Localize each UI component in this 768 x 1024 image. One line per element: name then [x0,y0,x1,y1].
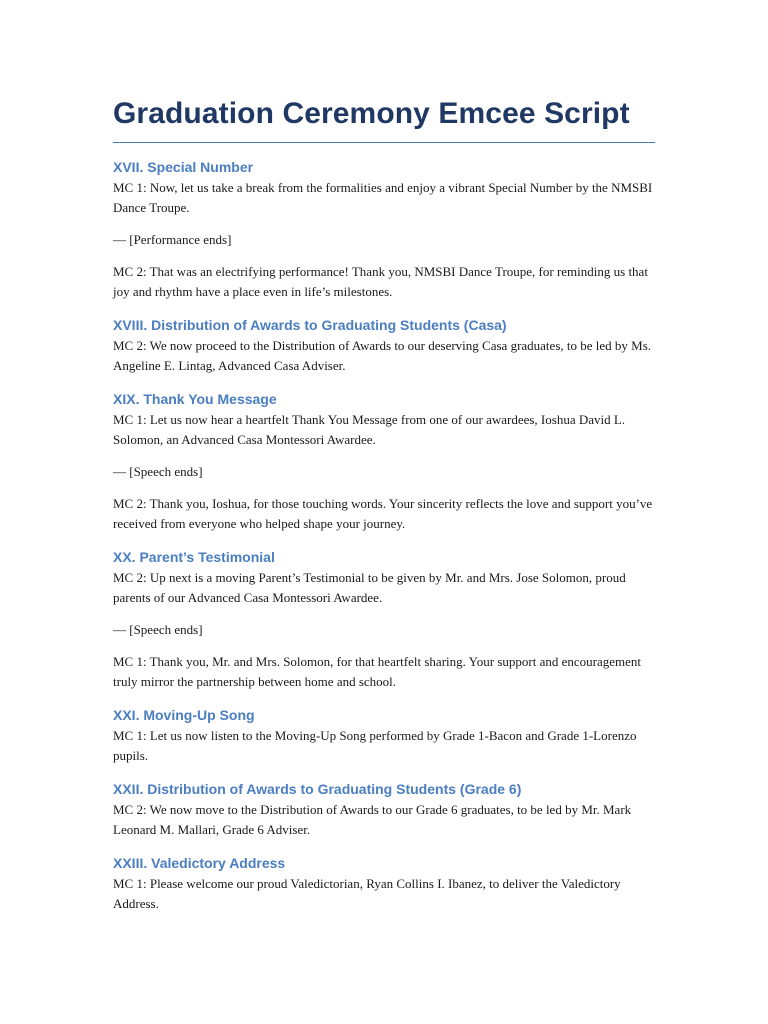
script-paragraph: MC 1: Let us now hear a heartfelt Thank You Message from one of our awardees, Ioshua David L. Solomon, an Advanced Casa Montessori Awardee. [113,412,626,447]
script-paragraph: MC 1: Please welcome our proud Valedictorian, Ryan Collins I. Ibanez, to deliver the Valedictory Address. [113,876,621,911]
script-section [113,779,655,840]
script-paragraph: MC 2: Thank you, Ioshua, for those touching words. Your sincerity reflects the love and support you’ve received from everyone who helped shape your journey. [113,496,653,531]
section-heading: XVIII. Distribution of Awards to Graduating Students (Casa) [113,317,507,333]
section-heading: XXI. Moving-Up Song [113,707,255,723]
script-paragraph: MC 1: Thank you, Mr. and Mrs. Solomon, for that heartfelt sharing. Your support and encouragement truly mirror the partnership between home and school. [113,654,641,689]
section-heading: XX. Parent’s Testimonial [113,549,275,565]
document-title: Graduation Ceremony Emcee Script [113,95,655,143]
script-paragraph: MC 2: Up next is a moving Parent’s Testimonial to be given by Mr. and Mrs. Jose Solomon, proud parents of our Advanced Casa Montessori Awardee. [113,570,626,605]
script-paragraph: MC 1: Now, let us take a break from the formalities and enjoy a vibrant Special Number by the NMSBI Dance Troupe. [113,180,653,215]
section-heading: XVII. Special Number [113,159,254,175]
section-heading: XIX. Thank You Message [113,391,277,407]
script-paragraph: MC 2: We now move to the Distribution of Awards to our Grade 6 graduates, to be led by Mr. Mark Leonard M. Mallari, Grade 6 Adviser. [113,802,632,837]
script-paragraph: — [Speech ends] [113,622,203,637]
script-paragraph: MC 2: We now proceed to the Distribution of Awards to our deserving Casa graduates, to be led by Ms. Angeline E. Lintag, Advanced Casa Adviser. [113,338,652,373]
script-paragraph: MC 1: Let us now listen to the Moving-Up Song performed by Grade 1-Bacon and Grade 1-Lorenzo pupils. [113,728,637,763]
script-section [113,547,655,692]
script-paragraph: — [Performance ends] [113,232,232,247]
section-heading: XXII. Distribution of Awards to Graduating Students (Grade 6) [113,781,522,797]
section-heading: XXIII. Valedictory Address [113,855,286,871]
script-section [113,853,655,914]
script-paragraph: MC 2: That was an electrifying performance! Thank you, NMSBI Dance Troupe, for reminding us that joy and rhythm have a place even in life’s milestones. [113,264,648,299]
script-section [113,315,655,376]
script-section [113,157,655,302]
script-section [113,705,655,766]
script-section [113,389,655,534]
script-paragraph: — [Speech ends] [113,464,203,479]
document-body [113,157,655,914]
